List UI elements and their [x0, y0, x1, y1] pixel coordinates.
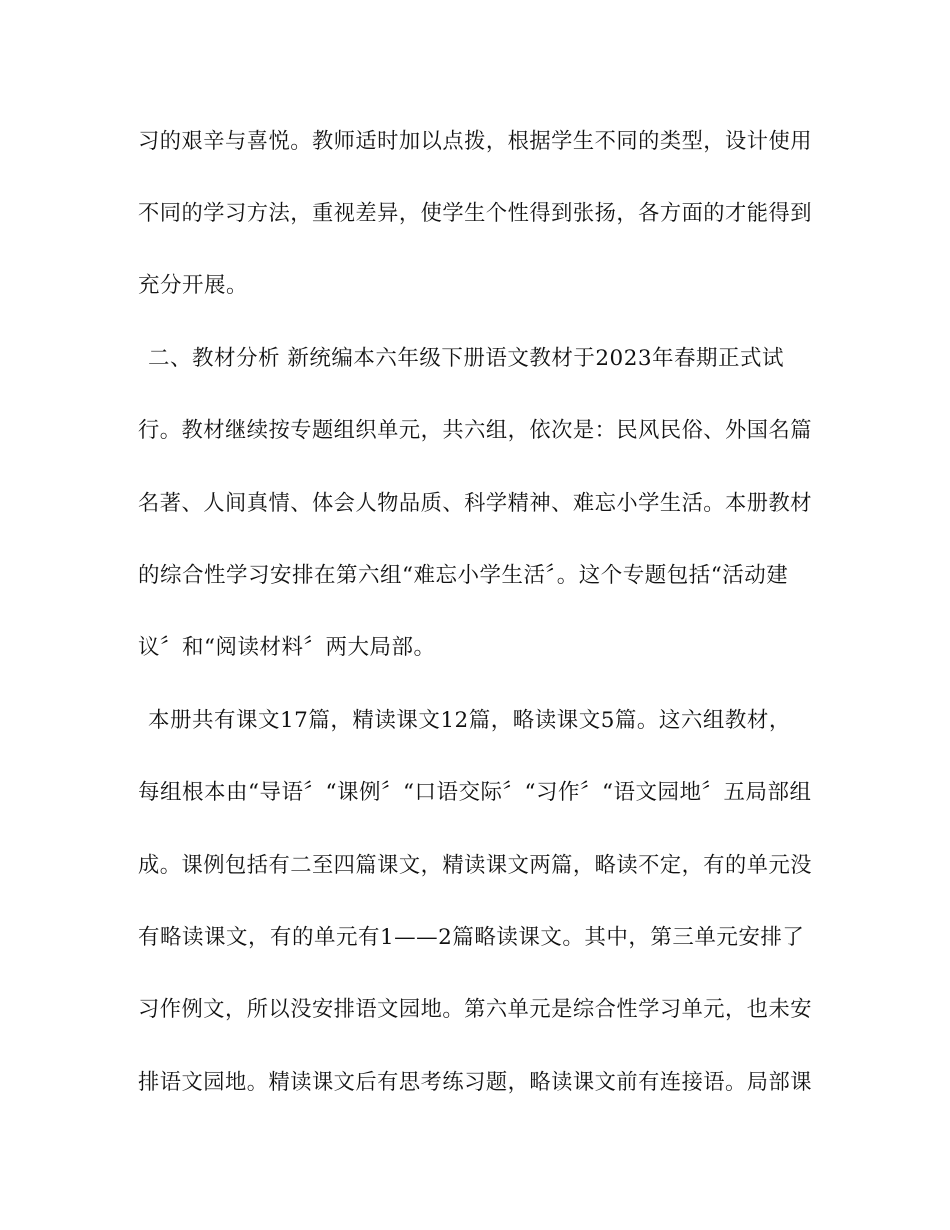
paragraph-start-line: 本册共有课文17篇，精读课文12篇，略读课文5篇。这六组教材， [148, 708, 791, 733]
text-line: 名著、人间真情、体会人物品质、科学精神、难忘小学生活。本册教材 [138, 491, 813, 516]
text-line: 议〞和“阅读材料〞两大局部。 [138, 635, 436, 660]
section-heading-line: 二、教材分析 新统编本六年级下册语文教材于2023年春期正式试 [148, 346, 785, 371]
text-line: 行。教材继续按专题组织单元，共六组，依次是：民风民俗、外国名篇 [138, 418, 813, 443]
text-line: 每组根本由“导语〞“课例〞“口语交际〞“习作〞“语文园地〞五局部组 [138, 780, 812, 805]
text-line: 习的艰辛与喜悦。教师适时加以点拨，根据学生不同的类型，设计使用 [138, 129, 813, 154]
text-line: 习作例文，所以没安排语文园地。第六单元是综合性学习单元，也未安 [138, 997, 813, 1022]
text-line: 不同的学习方法，重视差异，使学生个性得到张扬，各方面的才能得到 [138, 201, 813, 226]
text-line: 充分开展。 [138, 273, 249, 298]
text-line: 有略读课文，有的单元有1——2篇略读课文。其中，第三单元安排了 [138, 925, 805, 950]
text-line: 成。课例包括有二至四篇课文，精读课文两篇，略读不定，有的单元没 [138, 853, 813, 878]
text-line: 排语文园地。精读课文后有思考练习题，略读课文前有连接语。局部课 [138, 1070, 813, 1095]
text-line: 的综合性学习安排在第六组“难忘小学生活〞。这个专题包括“活动建 [138, 563, 789, 588]
